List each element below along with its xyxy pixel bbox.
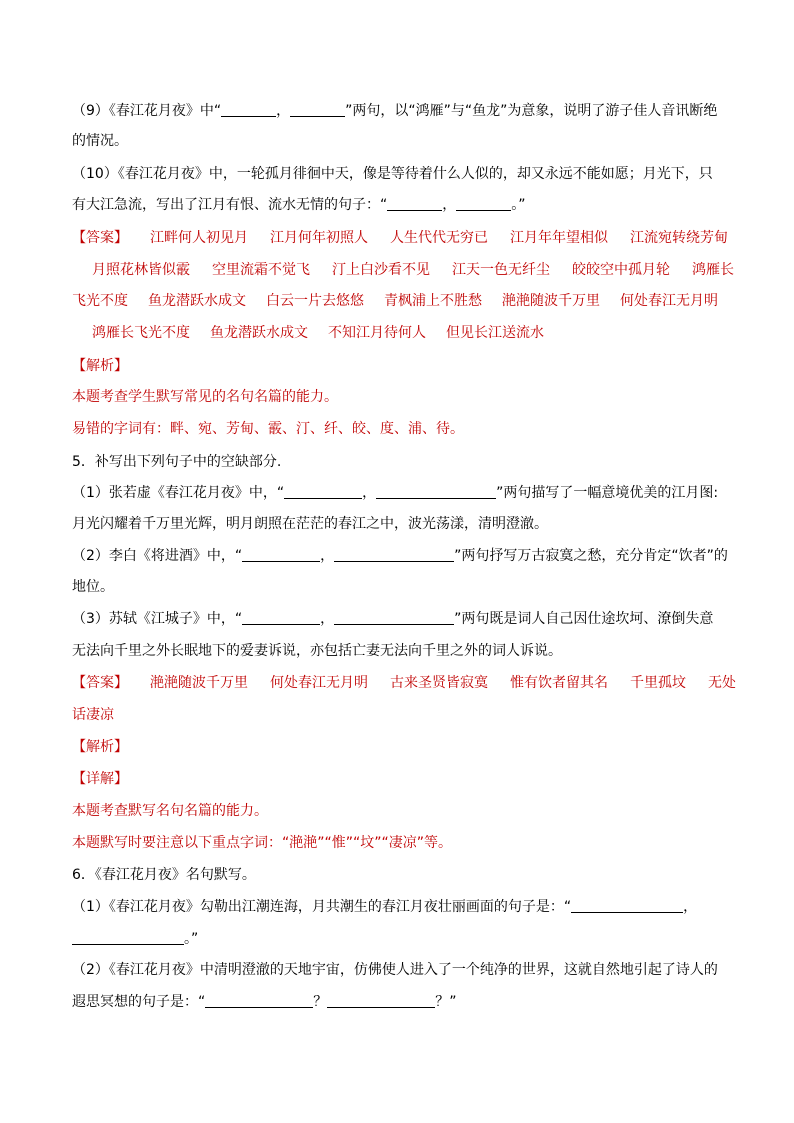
answer-blank[interactable]	[284, 484, 362, 499]
answer-item: 千里孤坟	[630, 675, 686, 691]
answer-item: 不知江月待何人	[328, 325, 426, 341]
q6-s2-text-a: 遐思冥想的句子是：“	[72, 994, 206, 1010]
answer-item: 空里流霜不觉飞	[212, 262, 310, 278]
answer-item: 鱼龙潜跃水成文	[210, 325, 308, 341]
answer-item: 汀上白沙看不见	[332, 262, 430, 278]
answer-blank[interactable]	[387, 196, 442, 211]
q5-s1-line2: 月光闪耀着千万里光辉，明月朗照在茫茫的春江之中，波光荡漾，清明澄澈。	[72, 516, 548, 532]
answer-blank[interactable]	[242, 610, 320, 625]
analysis-text: 本题考查学生默写常见的名句名篇的能力。	[72, 389, 338, 405]
answer-item: 滟滟随波千万里	[150, 675, 248, 691]
answer-item: 人生代代无穷已	[390, 230, 488, 246]
answer-item: 无处	[708, 675, 736, 691]
answer-item: 鸿雁长	[692, 262, 734, 278]
answer-row-6: 话凄凉	[72, 707, 114, 723]
q10-text-a: 有大江急流，写出了江月有恨、流水无情的句子：“	[72, 197, 388, 213]
q5-s1-line1	[72, 483, 718, 503]
answer-item: 江天一色无纤尘	[452, 262, 550, 278]
q5-s1-text-c: ”两句描写了一幅意境优美的江月图:	[496, 485, 719, 501]
answer-item: 江月何年初照人	[270, 230, 368, 246]
q10-text-b: ，	[442, 197, 457, 213]
q6-title: 6．《春江花月夜》名句默写。	[72, 867, 256, 883]
q5-s2-text-c: ”两句抒写万古寂寞之愁，充分肯定“饮者”的	[454, 548, 728, 564]
answer-item: 飞光不度	[72, 293, 128, 309]
q5-s2-line1	[72, 546, 728, 566]
answer-item: 鱼龙潜跃水成文	[148, 293, 246, 309]
answer-item: 鸿雁长飞光不度	[92, 325, 190, 341]
answer-item: 江月年年望相似	[510, 230, 608, 246]
q5-s2-text-b: ，	[320, 548, 335, 564]
answer-blank[interactable]	[571, 898, 683, 913]
answer-blank[interactable]	[242, 547, 320, 562]
answer-item: 江流宛转绕芳甸	[630, 230, 728, 246]
q5-s3-line1	[72, 609, 713, 629]
answer-row-4	[92, 323, 544, 343]
analysis-text: 易错的字词有：畔、宛、芳甸、霰、汀、纤、皎、度、浦、待。	[72, 421, 464, 437]
answer-item: 江畔何人初见月	[150, 230, 248, 246]
answer-item: 白云一片去悠悠	[266, 293, 364, 309]
q6-s2-line2	[72, 992, 457, 1012]
answer-row-5	[72, 673, 736, 693]
q5-s1-text-a: （1）张若虚《春江花月夜》中，“	[72, 485, 285, 501]
answer-item: 青枫浦上不胜愁	[384, 293, 482, 309]
q6-s2-text-c: ？”	[435, 994, 457, 1010]
answer-item: 但见长江送流水	[446, 325, 544, 341]
analysis-text: 本题默写时要注意以下重点字词：“滟滟”“惟”“坟”“凄凉”等。	[72, 835, 453, 851]
answer-blank[interactable]	[221, 102, 276, 117]
answer-row-1	[72, 228, 728, 248]
q5-s3-text-a: （3）苏轼《江城子》中，“	[72, 611, 243, 627]
answer-row-2	[92, 260, 734, 280]
analysis-tag: 【解析】	[72, 358, 128, 374]
detail-tag: 【详解】	[72, 771, 128, 787]
q5-s3-text-c: ”两句既是词人自己因仕途坎坷、潦倒失意	[454, 611, 714, 627]
answer-blank[interactable]	[205, 993, 313, 1008]
answer-row-3	[72, 291, 718, 311]
q5-s1-text-b: ，	[362, 485, 377, 501]
answer-tag: 【答案】	[72, 675, 128, 691]
answer-blank[interactable]	[72, 930, 184, 945]
q5-s2-line2: 地位。	[72, 579, 114, 595]
answer-blank[interactable]	[290, 102, 345, 117]
answer-item: 古来圣贤皆寂寞	[390, 675, 488, 691]
q5-s3-line2: 无法向千里之外长眠地下的爱妻诉说，亦包括亡妻无法向千里之外的词人诉说。	[72, 643, 562, 659]
q9-line2: 的情况。	[72, 133, 128, 149]
answer-blank[interactable]	[334, 547, 454, 562]
q9-text-c: ”两句，以“鸿雁”与“鱼龙”为意象，说明了游子佳人音讯断绝	[345, 103, 718, 119]
answer-blank[interactable]	[456, 196, 511, 211]
q10-text-c: 。”	[511, 197, 526, 213]
q5-title: 5．补写出下列句子中的空缺部分.	[72, 454, 282, 470]
answer-blank[interactable]	[376, 484, 496, 499]
answer-item: 何处春江无月明	[270, 675, 368, 691]
answer-blank[interactable]	[334, 610, 454, 625]
q6-s1-line1	[72, 897, 697, 917]
q5-s3-text-b: ，	[320, 611, 335, 627]
analysis-text: 本题考查默写名句名篇的能力。	[72, 803, 268, 819]
q9-text-a: （9）《春江花月夜》中“	[72, 103, 222, 119]
answer-tag: 【答案】	[72, 230, 128, 246]
q6-s1-text-a: （1）《春江花月夜》勾勒出江潮连海，月共潮生的春江月夜壮丽画面的句子是：“	[72, 899, 572, 915]
q6-s2-text-b: ？	[313, 994, 328, 1010]
q5-s2-text-a: （2）李白《将进酒》中，“	[72, 548, 243, 564]
answer-item: 滟滟随波千万里	[502, 293, 600, 309]
q6-s1-text-b: ，	[683, 899, 698, 915]
q9-line1	[72, 101, 717, 121]
q6-s2-line1: （2）《春江花月夜》中清明澄澈的天地宇宙，仿佛使人进入了一个纯净的世界，这就自然地引起了诗人的	[72, 962, 718, 978]
q10-line2	[72, 195, 526, 215]
q9-text-b: ，	[276, 103, 291, 119]
q10-line1: （10）《春江花月夜》中，一轮孤月徘徊中天，像是等待着什么人似的，却又永远不能如愿；月光下，只	[72, 166, 713, 182]
q6-s1-text-c: 。”	[184, 931, 199, 947]
answer-blank[interactable]	[327, 993, 435, 1008]
answer-item: 何处春江无月明	[620, 293, 718, 309]
answer-item: 惟有饮者留其名	[510, 675, 608, 691]
analysis-tag: 【解析】	[72, 739, 128, 755]
q6-s1-line2	[72, 929, 198, 949]
answer-item: 月照花林皆似霰	[92, 262, 190, 278]
answer-item: 皎皎空中孤月轮	[572, 262, 670, 278]
